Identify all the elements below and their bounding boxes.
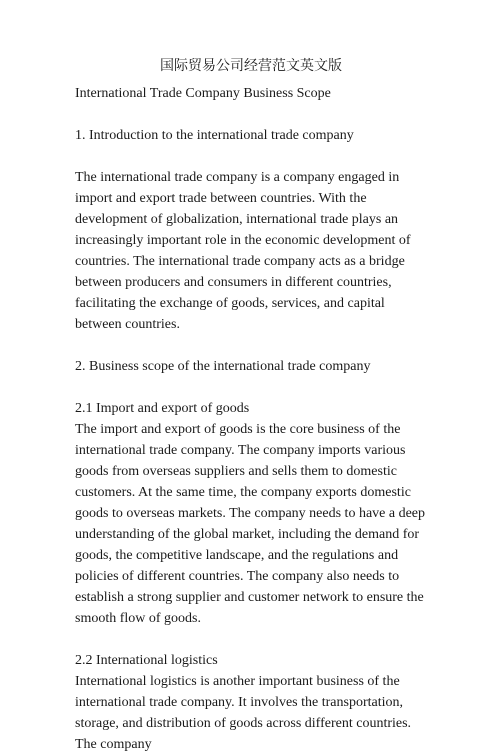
paragraph-gap [75, 377, 427, 398]
section-body-introduction: The international trade company is a company engaged in import and export trade between countries. With the development of globalization, international trade plays an increasingly important role in the economic development of countries. The international trade company acts as a bridge between producers and consumers in different countries, facilitating the exchange of goods, services, and capital between countries. [75, 170, 411, 332]
section-heading-import-export: 2.1 Import and export of goods [75, 401, 250, 416]
section-body-import-export: The import and export of goods is the core business of the international trade company. The company imports various goods from overseas suppliers and sells them to domestic customers. At the same time, the company exports domestic goods to overseas markets. The company needs to have a deep understanding of the global market, including the demand for goods, the competitive landscape, and the regulations and policies of different countries. The company also needs to establish a strong supplier and customer network to ensure the smooth flow of goods. [75, 422, 426, 626]
paragraph-gap [75, 629, 427, 650]
document-content [75, 83, 427, 755]
section-heading-introduction: 1. Introduction to the international trade company [75, 128, 354, 143]
paragraph-gap [75, 335, 427, 356]
section-heading-logistics: 2.2 International logistics [75, 653, 218, 668]
section-heading-business-scope: 2. Business scope of the international trade company [75, 359, 371, 374]
document-title-chinese: 国际贸易公司经营范文英文版 [160, 59, 342, 74]
paragraph-gap [75, 146, 427, 167]
document-title-english: International Trade Company Business Scope [75, 86, 331, 101]
paragraph-gap [75, 104, 427, 125]
section-body-logistics: International logistics is another important business of the international trade company. It involves the transportation, storage, and distribution of goods across different countries. The company [75, 674, 412, 752]
